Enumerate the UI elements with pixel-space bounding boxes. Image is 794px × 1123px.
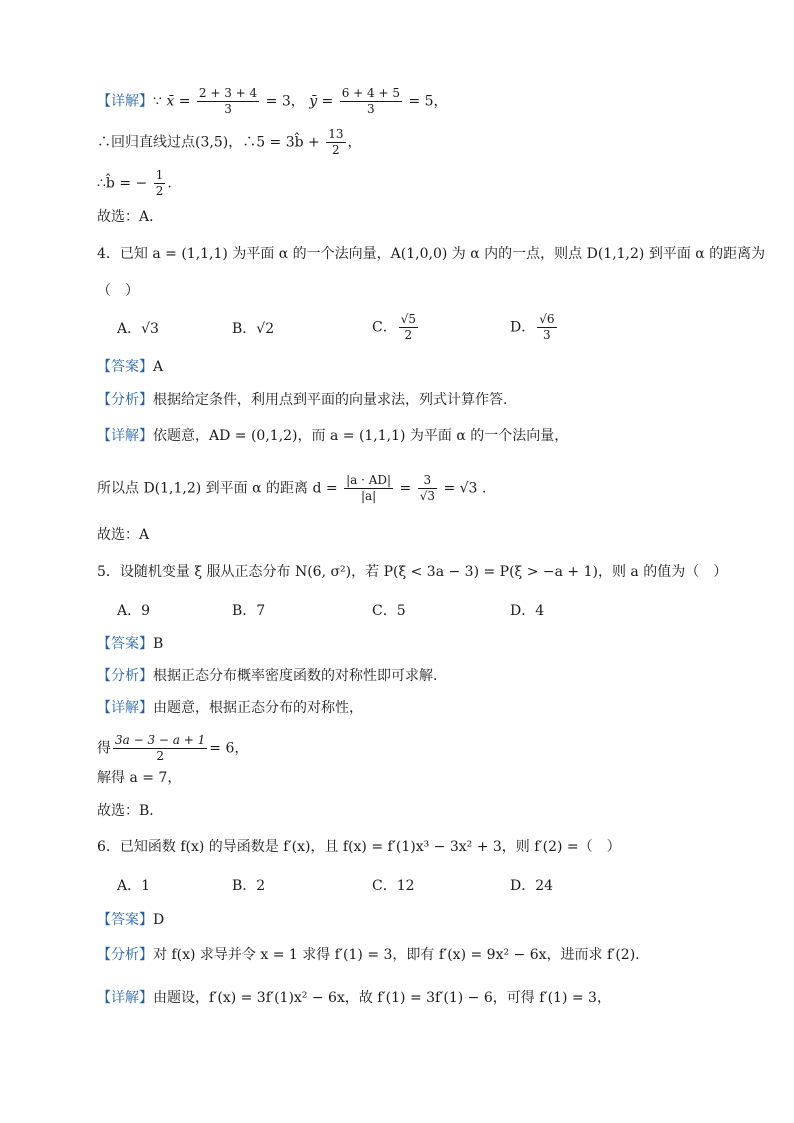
ybar-result: = 5， <box>408 93 448 110</box>
q6-analysis-text: 对 f(x) 求导并令 x = 1 求得 f′(1) = 3，即有 f′(x) = 9x² − 6x，进而求 f′(2). <box>153 947 640 963</box>
q5-option-a: A．9 <box>117 603 151 619</box>
q6-answer <box>97 910 164 930</box>
q5-choice: 故选：B． <box>97 803 164 819</box>
detail-tag: 【详解】 <box>97 93 153 110</box>
since-symbol: ∵ <box>153 93 162 110</box>
answer-tag: 【答案】 <box>97 912 153 928</box>
q4-distance-fraction2: $\frac{3}{√3}$ <box>419 473 435 503</box>
detail-tag: 【详解】 <box>97 990 153 1006</box>
q4-choice: 故选：A <box>97 527 150 543</box>
q5-equation-fraction: $\frac{3a - 3 - a + 1}{2}$ <box>115 733 206 763</box>
q4-detail <box>97 426 568 446</box>
q6-option-a: A．1 <box>117 878 151 894</box>
q6-option-b: B．2 <box>232 878 266 894</box>
q6-stem: 6．已知函数 f(x) 的导函数是 f′(x)，且 f(x) = f′(1)x³ − 3x² + 3，则 f′(2) =（ ） <box>97 839 621 855</box>
q4-distance-fraction: $\frac{|a \cdot AD|}{|a|}$ <box>346 473 392 503</box>
q6-detail-text: 由题设，f′(x) = 3f′(1)x² − 6x，故 f′(1) = 3f′(1) − 6，可得 f′(1) = 3， <box>153 990 611 1006</box>
q5-analysis <box>97 666 437 686</box>
q4-analysis <box>97 390 507 410</box>
q5-analysis-text: 根据正态分布概率密度函数的对称性即可求解. <box>153 668 438 684</box>
q6-detail <box>97 988 611 1008</box>
q4-stem: 4．已知 a = (1,1,1) 为平面 α 的一个法向量，A(1,0,0) 为 α 内的一点，则点 D(1,1,2) 到平面 α 的距离为 <box>97 246 766 262</box>
q6-option-d: D．24 <box>510 878 554 894</box>
q5-option-d: D．4 <box>510 603 545 619</box>
q4-option-c-fraction: $\frac{√5}{2}$ <box>400 312 416 342</box>
bhat-fraction: $\frac{1}{2}$ <box>155 168 164 198</box>
q4-answer <box>97 357 163 377</box>
regression-comma: ， <box>347 134 362 151</box>
q6-answer-value: D <box>153 912 165 928</box>
sol3-choice: 故选：A． <box>97 209 164 225</box>
q5-solve: 解得 a = 7， <box>97 770 182 786</box>
regression-text: ∴回归直线过点(3,5)，∴5 = 3b̂ + <box>97 134 320 151</box>
ybar-fraction: $\frac{6 + 4 + 5}{3}$ <box>341 86 401 116</box>
bhat-period: . <box>167 175 172 192</box>
q4-detail-text: 依题意，AD = (0,1,2)，而 a = (1,1,1) 为平面 α 的一个法向量， <box>153 428 569 444</box>
xbar-fraction: $\frac{2 + 3 + 4}{3}$ <box>198 86 258 116</box>
q4-option-d: D． $\frac{√6}{3}$ <box>510 312 555 342</box>
q4-paren: （ ） <box>97 283 139 299</box>
analysis-tag: 【分析】 <box>97 668 153 684</box>
regression-fraction: $\frac{13}{2}$ <box>328 127 344 157</box>
sol3-line3 <box>97 168 172 199</box>
bhat-text: ∴b̂ = − <box>97 175 148 192</box>
q4-option-b: B．√2 <box>232 321 275 337</box>
q5-stem: 5．设随机变量 ξ 服从正态分布 N(6, σ²)，若 P(ξ < 3a − 3) = P(ξ > −a + 1)，则 a 的值为（ ） <box>97 564 728 580</box>
xbar-label: x̄ = <box>166 93 191 110</box>
q4-option-a: A．√3 <box>117 321 159 337</box>
answer-tag: 【答案】 <box>97 636 153 652</box>
q4-option-d-fraction: $\frac{√6}{3}$ <box>539 312 555 342</box>
q4-option-c: C． $\frac{√5}{2}$ <box>372 312 416 342</box>
analysis-tag: 【分析】 <box>97 392 153 408</box>
q5-option-b: B．7 <box>232 603 266 619</box>
q4-answer-value: A <box>153 359 164 375</box>
sol3-line1 <box>97 86 448 117</box>
q6-analysis <box>97 945 640 965</box>
q5-answer-value: B <box>153 636 164 652</box>
q5-answer <box>97 634 163 654</box>
sol3-line2 <box>97 127 362 158</box>
q4-distance-text: 所以点 D(1,1,2) 到平面 α 的距离 d = <box>97 480 338 497</box>
q6-option-c: C．12 <box>372 878 415 894</box>
detail-tag: 【详解】 <box>97 428 153 444</box>
q4-distance: 所以点 D(1,1,2) 到平面 α 的距离 d = $\frac{|a \cdot AD|}{|a|}$ = $\frac{3}{√3}$ = √3 . <box>97 473 487 503</box>
detail-tag: 【详解】 <box>97 700 153 716</box>
q5-equation: 得 $\frac{3a - 3 - a + 1}{2}$ = 6， <box>97 733 249 763</box>
analysis-tag: 【分析】 <box>97 947 153 963</box>
xbar-result: = 3， <box>265 93 305 110</box>
answer-tag: 【答案】 <box>97 359 153 375</box>
q5-detail <box>97 698 363 718</box>
q5-option-c: C．5 <box>372 603 406 619</box>
q5-detail-text: 由题意，根据正态分布的对称性， <box>153 700 363 716</box>
q4-analysis-text: 根据给定条件，利用点到平面的向量求法，列式计算作答. <box>153 392 508 408</box>
ybar-label: ȳ = <box>309 93 334 110</box>
